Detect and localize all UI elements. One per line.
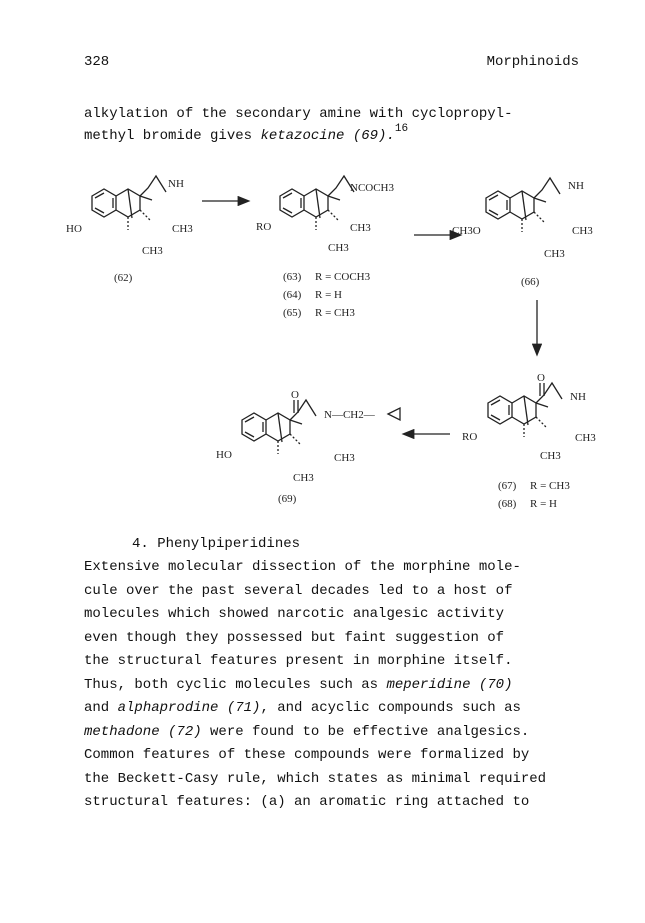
intro-line-1: alkylation of the secondary amine with cyclopropyl-: [84, 106, 513, 122]
label-ch3a-69: CH3: [334, 452, 355, 464]
label-ch3b-62: CH3: [142, 245, 163, 257]
label-ch3b-67: CH3: [540, 450, 561, 462]
label-nh-62: NH: [168, 178, 184, 190]
legend-64-r: R = H: [315, 289, 342, 301]
body-line-8-post: were found to be effective analgesics.: [201, 723, 530, 740]
page-number: 328: [84, 54, 110, 70]
drug-ketazocine: ketazocine: [260, 128, 345, 144]
legend-68-num: (68): [498, 498, 517, 510]
body-line: structural features: (a) an aromatic ring attached to: [84, 794, 530, 810]
label-o-67: O: [537, 372, 545, 384]
body-line-6-text: Thus, both cyclic molecules such as: [84, 676, 387, 693]
label-ch3a-63: CH3: [350, 222, 371, 234]
label-ch3a-62: CH3: [172, 223, 193, 235]
legend-63-r: R = COCH3: [315, 271, 371, 283]
body-line: even though they possessed but faint suggestion of: [84, 629, 505, 646]
drug-alphaprodine: alphaprodine (71): [117, 700, 261, 716]
structure-69: [216, 389, 400, 505]
label-ch3a-66: CH3: [572, 225, 593, 237]
compound-label-69: (69): [278, 493, 297, 505]
body-line: Common features of these compounds were formalized by: [84, 747, 530, 763]
label-ch3b-69: CH3: [293, 472, 314, 484]
compound-label-66: (66): [521, 276, 540, 288]
body-line-7-pre: and: [84, 700, 118, 716]
structure-63-65: [256, 176, 395, 319]
compound-label-62: (62): [114, 272, 133, 284]
label-ch3b-66: CH3: [544, 248, 565, 260]
body-line: [84, 697, 624, 721]
body-line: the structural features present in morphine itself.: [84, 653, 513, 669]
cyclopropyl-icon: [388, 408, 400, 420]
section-heading: 4. Phenylpiperidines: [132, 536, 301, 552]
label-ch3o-66: CH3O: [452, 225, 481, 237]
body-line: cule over the past several decades led to a host of: [84, 582, 513, 599]
label-nh-66: NH: [568, 180, 584, 192]
intro-line-2-text: methyl bromide gives: [84, 128, 261, 144]
compound-ref-69: (69).: [344, 128, 395, 144]
drug-methadone: methadone (72): [84, 723, 202, 740]
label-ch3a-67: CH3: [575, 432, 596, 444]
label-ro-67: RO: [462, 431, 478, 443]
structure-66: [452, 178, 593, 288]
body-line-7-post: , and acyclic compounds such as: [260, 700, 521, 716]
footnote-16: 16: [394, 123, 409, 135]
label-ho-62: HO: [66, 223, 82, 235]
body-paragraph: [84, 556, 624, 815]
label-ncoch3: NCOCH3: [350, 182, 395, 194]
body-line: [84, 674, 624, 698]
label-n-ch2-69: N—CH2—: [324, 409, 375, 421]
body-line: molecules which showed narcotic analgesic activity: [84, 606, 505, 622]
legend-64-num: (64): [283, 289, 302, 301]
body-line: the Beckett-Casy rule, which states as minimal required: [84, 770, 547, 787]
drug-meperidine: meperidine (70): [386, 676, 513, 693]
legend-65-r: R = CH3: [315, 307, 355, 319]
legend-65-num: (65): [283, 307, 302, 319]
structure-67-68: [462, 372, 596, 510]
label-o-69: O: [291, 389, 299, 401]
legend-68-r: R = H: [530, 498, 557, 510]
legend-67-num: (67): [498, 480, 517, 492]
label-ho-69: HO: [216, 449, 232, 461]
body-line: [84, 721, 624, 745]
structure-62: [66, 176, 193, 284]
legend-63-num: (63): [283, 271, 302, 283]
body-line: Extensive molecular dissection of the morphine mole-: [84, 559, 521, 575]
legend-67-r: R = CH3: [530, 480, 570, 492]
label-ch3b-63: CH3: [328, 242, 349, 254]
label-ro-63: RO: [256, 221, 272, 233]
label-nh-67: NH: [570, 391, 586, 403]
running-title: Morphinoids: [486, 54, 579, 70]
